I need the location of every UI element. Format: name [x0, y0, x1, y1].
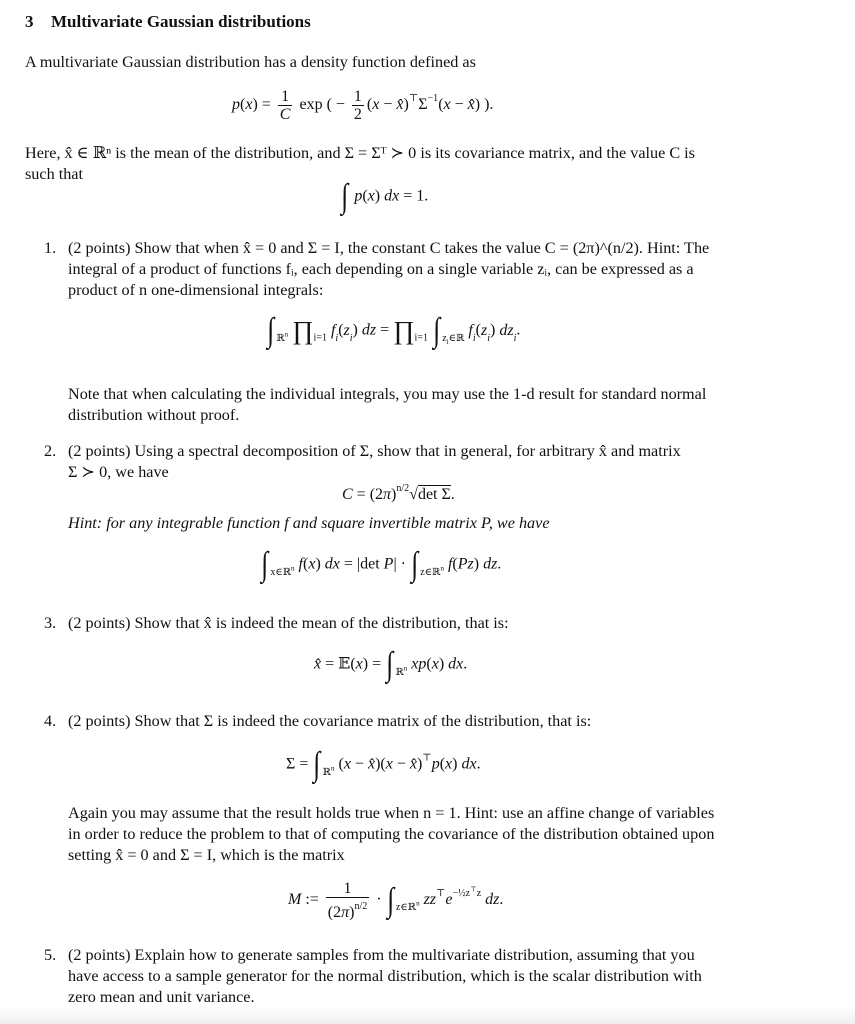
problem-5-line-1 — [68, 945, 770, 966]
section-heading — [25, 12, 311, 32]
problem-2-change-of-variables-equation: ∫ $_{x\in ℝ^n}$ f(x) dx = |det P| · ∫ $_{z\in ℝ^n}$ f(Pz) dz. — [261, 546, 502, 583]
problem-4-note-1: Again you may assume that the result holds true when n = 1. Hint: use an affine change of variables — [68, 804, 715, 822]
problem-1-text-1: Show that when x̂ = 0 and Σ = I, the constant C takes the value C = (2π)^(n/2). Hint: The — [134, 239, 710, 257]
problem-4-note-2: in order to reduce the problem to that of computing the covariance of the distribution obtained upon — [68, 825, 715, 843]
problem-4-line-1 — [68, 711, 770, 732]
problem-1-number: 1. — [44, 239, 57, 257]
problem-4-text-1: Show that Σ is indeed the covariance matrix of the distribution, that is: — [134, 712, 592, 730]
problem-2-line-1 — [68, 441, 770, 462]
problem-1-points: (2 points) — [68, 239, 131, 257]
problem-1-line-2: integral of a product of functions fᵢ, each depending on a single variable zᵢ, can be expressed as a — [68, 260, 694, 278]
problem-5-line-2: have access to a sample generator for the normal distribution, which is the scalar distribution with — [68, 967, 702, 985]
density-equation: p(x) = $\frac{1}{C}$ exp ( − $\frac{1}{2}$ $(x - x̂)^⊤\Sigma^{-1}(x$ − x̂) ). — [232, 88, 494, 123]
problem-1-line-1 — [68, 238, 770, 259]
problem-5-line-3: zero mean and unit variance. — [68, 988, 255, 1006]
problem-2-line-2: Σ ≻ 0, we have — [68, 463, 169, 481]
intro-line: A multivariate Gaussian distribution has a density function defined as — [25, 53, 476, 71]
problem-2-constant-equation: $C = (2\pi)^{n/2}√\det$ Σ. — [342, 483, 455, 503]
problem-3-line-1 — [68, 613, 770, 634]
problem-5-number: 5. — [44, 946, 57, 964]
problem-3-number: 3. — [44, 614, 57, 632]
problem-1-product-integral-equation: ∫ $_{ℝ^n}$ $\prod_{i=1}$ $f_i(z_i)$ dz = $\prod_{i=1}$ ∫ $_{z_i\in ℝ}$ $f_i(z_i)$ $dz_i$. — [267, 312, 521, 349]
page-bottom-edge — [0, 1006, 855, 1024]
problem-4-matrix-equation: M := $\frac{1}{(2\pi)^{n/2}}$ · ∫ $_{z\in ℝ^n}$ $zz^⊤e^{-\frac{1}{2}z^⊤z}$ dz. — [288, 880, 504, 921]
problem-5-points: (2 points) — [68, 946, 131, 964]
normalization-equation: ∫ p(x) dx = 1. — [341, 178, 429, 215]
problem-2-hint: Hint: for any integrable function f and square invertible matrix P, we have — [68, 514, 550, 532]
problem-1-note-1: Note that when calculating the individual integrals, you may use the 1-d result for standard normal — [68, 385, 707, 403]
section-title: Multivariate Gaussian distributions — [51, 12, 311, 31]
section-number: 3 — [25, 12, 34, 31]
problem-3-points: (2 points) — [68, 614, 131, 632]
problem-4-covariance-equation: Σ = ∫ $_{ℝ^n}$ (x − x̂)(x − x̂)⊤p(x) dx. — [286, 746, 481, 783]
problem-2-points: (2 points) — [68, 442, 131, 460]
problem-4-number: 4. — [44, 712, 57, 730]
intro-mean-covariance-line: Here, x̂ ∈ ℝⁿ is the mean of the distribution, and Σ = Σᵀ ≻ 0 is its covariance matrix, and the value C is — [25, 144, 695, 162]
problem-4-points: (2 points) — [68, 712, 131, 730]
problem-2-text-1: Using a spectral decomposition of Σ, show that in general, for arbitrary x̂ and matrix — [134, 442, 681, 460]
problem-2-number: 2. — [44, 442, 57, 460]
problem-4-note-3: setting x̂ = 0 and Σ = I, which is the matrix — [68, 846, 345, 864]
problem-5-text-1: Explain how to generate samples from the multivariate distribution, assuming that you — [134, 946, 695, 964]
problem-3-mean-equation: x̂ = 𝔼(x) = ∫ $_{ℝ^n}$ xp(x) dx. — [314, 646, 468, 683]
problem-1-line-3: product of n one-dimensional integrals: — [68, 281, 324, 299]
intro-such-that: such that — [25, 165, 83, 183]
problem-1-note-2: distribution without proof. — [68, 406, 240, 424]
problem-3-text-1: Show that x̂ is indeed the mean of the distribution, that is: — [134, 614, 509, 632]
